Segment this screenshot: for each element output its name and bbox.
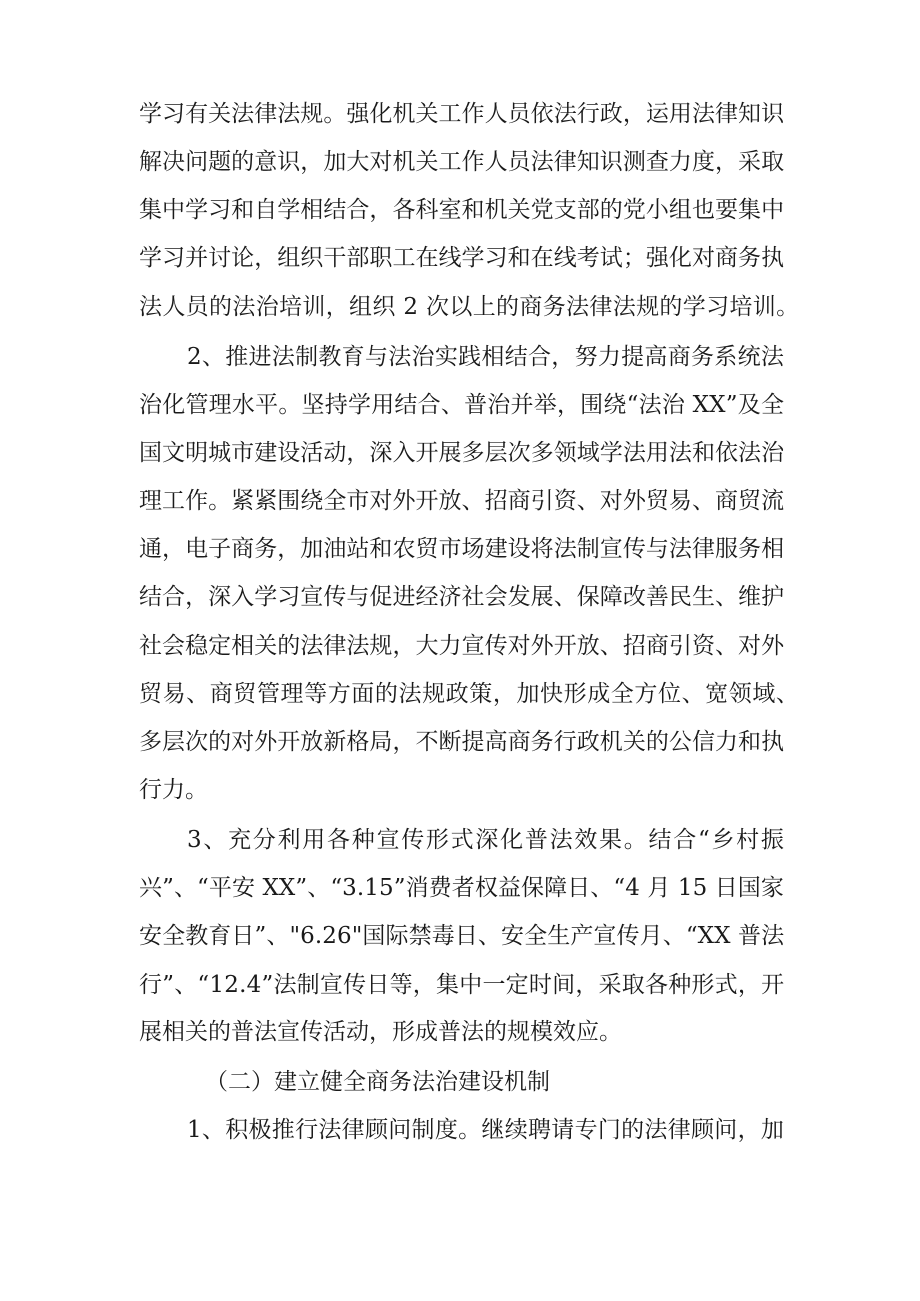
p3-line-5: 展相关的普法宣传活动，形成普法的规模效应。 bbox=[139, 1019, 622, 1045]
p2-line-8: 贸易、商贸管理等方面的法规政策，加快形成全方位、宽领域、 bbox=[139, 681, 800, 707]
p1-continued-line-1: 学习有关法律法规。强化机关工作人员依法行政，运用法律知识 bbox=[139, 101, 785, 127]
p2-line-10: 行力。 bbox=[139, 777, 208, 803]
p2-line-6: 结合，深入学习宣传与促进经济社会发展、保障改善民生、维护 bbox=[139, 584, 785, 610]
p3-line-2: 兴”、“平安 XX”、“3.15”消费者权益保障日、“4 月 15 日国家 bbox=[139, 875, 784, 901]
p3-line-4: 行”、“12.4”法制宣传日等，集中一定时间，采取各种形式，开 bbox=[139, 972, 785, 998]
p1-continued-line-4: 学习并讨论，组织干部职工在线学习和在线考试；强化对商务执 bbox=[139, 245, 785, 271]
p2-line-7: 社会稳定相关的法律法规，大力宣传对外开放、招商引资、对外 bbox=[139, 633, 785, 659]
p3-line-3: 安全教育日”、"6.26"国际禁毒日、安全生产宣传月、“XX 普法 bbox=[139, 923, 785, 949]
heading-2-line-1: （二）建立健全商务法治建设机制 bbox=[205, 1069, 550, 1095]
p2-line-3: 国文明城市建设活动，深入开展多层次多领域学法用法和依法治 bbox=[139, 440, 785, 466]
p2-line-1: 2、推进法制教育与法治实践相结合，努力提高商务系统法 bbox=[187, 344, 785, 370]
p3-line-1: 3、充分利用各种宣传形式深化普法效果。结合“乡村振 bbox=[187, 827, 786, 853]
p2-line-4: 理工作。紧紧围绕全市对外开放、招商引资、对外贸易、商贸流 bbox=[139, 488, 785, 514]
p2-line-5: 通，电子商务，加油站和农贸市场建设将法制宣传与法律服务相 bbox=[139, 536, 785, 562]
p1-continued-line-3: 集中学习和自学相结合，各科室和机关党支部的党小组也要集中 bbox=[139, 197, 785, 223]
p1-continued-line-2: 解决问题的意识，加大对机关工作人员法律知识测查力度，采取 bbox=[139, 149, 785, 175]
p1-continued-line-5: 法人员的法治培训，组织 2 次以上的商务法律法规的学习培训。 bbox=[139, 294, 800, 320]
p2-line-9: 多层次的对外开放新格局，不断提高商务行政机关的公信力和执 bbox=[139, 729, 785, 755]
p2-line-2: 治化管理水平。坚持学用结合、普治并举，围绕“法治 XX”及全 bbox=[139, 392, 785, 418]
p4-line-1: 1、积极推行法律顾问制度。继续聘请专门的法律顾问，加 bbox=[187, 1117, 785, 1143]
